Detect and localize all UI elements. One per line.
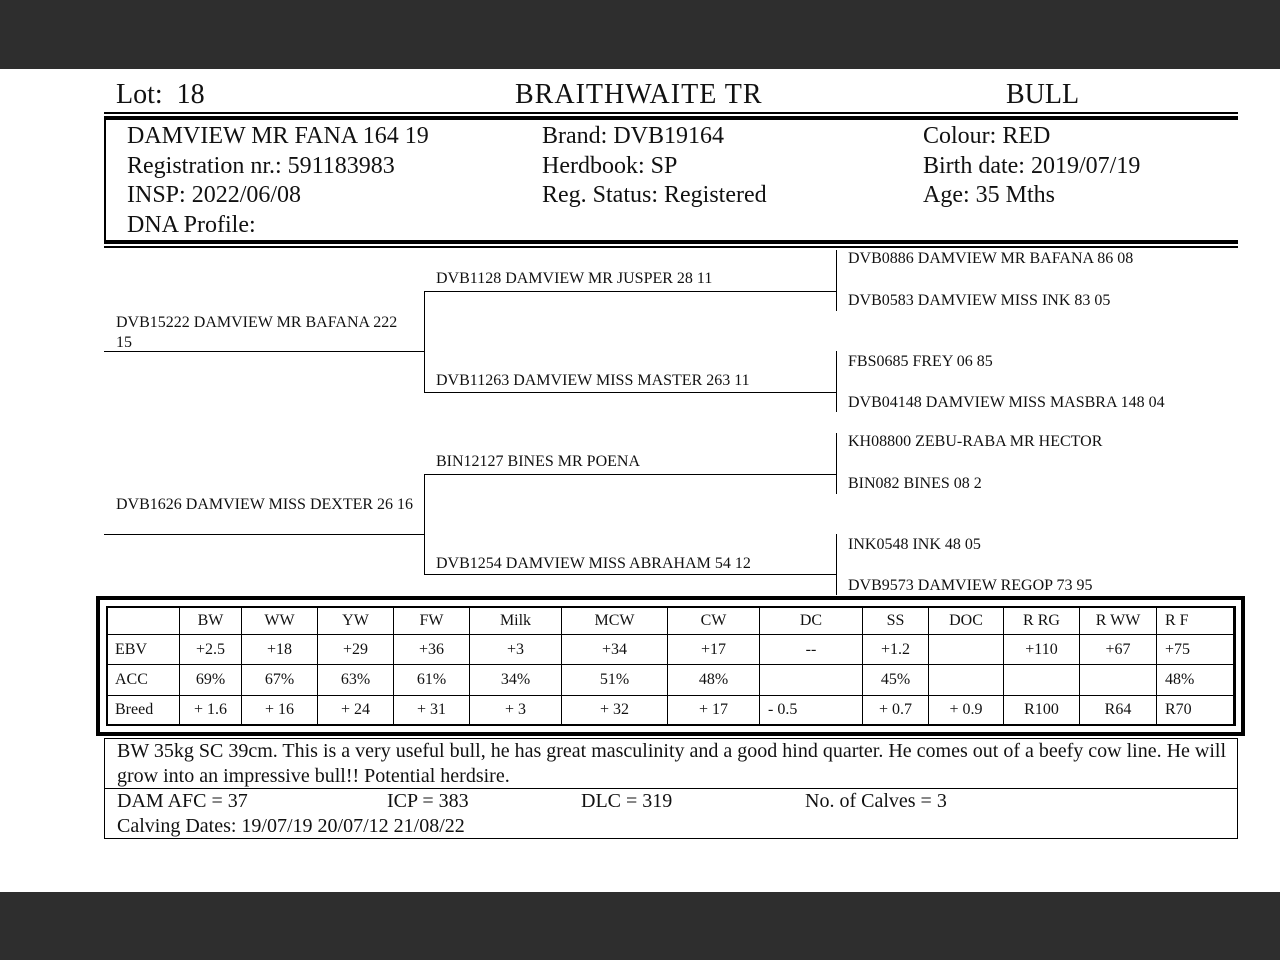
- sire-line: [104, 351, 424, 352]
- ebv-header-cell: R RG: [1004, 607, 1080, 635]
- birth-date: Birth date: 2019/07/19: [923, 152, 1141, 179]
- breed-cell: + 32: [562, 695, 668, 725]
- dna-profile: DNA Profile:: [127, 211, 256, 238]
- ebv-header-cell: WW: [242, 607, 318, 635]
- sd-bracket: [836, 351, 837, 412]
- ebv-header-cell: DC: [760, 607, 863, 635]
- breed-cell: R100: [1004, 695, 1080, 725]
- breed-cell: + 3: [470, 695, 562, 725]
- pedigree-sire-sire: DVB1128 DAMVIEW MR JUSPER 28 11: [436, 270, 713, 287]
- dam-dlc: DLC = 319: [581, 790, 673, 812]
- acc-cell: 48%: [668, 665, 760, 695]
- acc-cell: 63%: [318, 665, 394, 695]
- dam-no-of-calves: No. of Calves = 3: [805, 790, 947, 812]
- info-column-3: [923, 122, 1140, 211]
- ebv-header-cell: CW: [668, 607, 760, 635]
- pedigree-dam: DVB1626 DAMVIEW MISS DEXTER 26 16: [116, 496, 414, 513]
- animal-name: DAMVIEW MR FANA 164 19: [127, 123, 429, 149]
- pedigree-ds-sire: KH08800 ZEBU-RABA MR HECTOR: [848, 433, 1103, 450]
- dam-calving-dates: Calving Dates: 19/07/19 20/07/12 21/08/22: [117, 815, 465, 837]
- info-left-border: [104, 120, 106, 241]
- pedigree-dam-dam: DVB1254 DAMVIEW MISS ABRAHAM 54 12: [436, 555, 751, 572]
- dam-icp: ICP = 383: [387, 790, 469, 812]
- ebv-frame-inner: [106, 606, 1235, 726]
- breed-cell: R64: [1080, 695, 1157, 725]
- animal-category: BULL: [1006, 79, 1080, 110]
- breed-cell: + 31: [394, 695, 470, 725]
- ebv-cell: +36: [394, 635, 470, 665]
- pedigree-dd-sire: INK0548 INK 48 05: [848, 536, 981, 553]
- ebv-cell: +17: [668, 635, 760, 665]
- sire-bracket: [424, 291, 425, 393]
- header-rule-thick: [104, 116, 1238, 120]
- lot-catalogue-page: [0, 69, 1280, 892]
- ebv-cell: +110: [1004, 635, 1080, 665]
- inspection-date: INSP: 2022/06/08: [127, 182, 302, 208]
- breed-cell: + 1.6: [180, 695, 242, 725]
- brand: Brand: DVB19164: [542, 123, 724, 149]
- acc-cell: 48%: [1157, 665, 1236, 695]
- info-rule-thin: [104, 246, 1238, 248]
- lot-number: 18: [176, 79, 205, 110]
- ebv-header-cell: FW: [394, 607, 470, 635]
- info-column-2: [542, 122, 767, 211]
- ebv-cell: +18: [242, 635, 318, 665]
- ebv-header-cell: YW: [318, 607, 394, 635]
- ebv-header-cell: SS: [863, 607, 929, 635]
- ebv-cell: +3: [470, 635, 562, 665]
- pedigree-sire-dam: DVB11263 DAMVIEW MISS MASTER 263 11: [436, 372, 750, 389]
- dam-info-box: [104, 789, 1238, 839]
- breed-cell: + 24: [318, 695, 394, 725]
- ebv-header-cell: R F: [1157, 607, 1236, 635]
- ds-bracket: [836, 433, 837, 494]
- breed-cell: + 17: [668, 695, 760, 725]
- acc-cell: 69%: [180, 665, 242, 695]
- age: Age: 35 Mths: [923, 182, 1055, 208]
- ebv-row-label: EBV: [107, 635, 180, 665]
- registration-number: Registration nr.: 591183983: [127, 152, 395, 179]
- acc-row-label: ACC: [107, 665, 180, 695]
- breed-cell: + 16: [242, 695, 318, 725]
- dam-bracket: [424, 474, 425, 574]
- pedigree-dd-dam: DVB9573 DAMVIEW REGOP 73 95: [848, 577, 1093, 594]
- colour: Colour: RED: [923, 123, 1051, 149]
- ebv-cell: +75: [1157, 635, 1236, 665]
- seller-name: BRAITHWAITE TR: [515, 79, 763, 110]
- info-rule-thick: [104, 240, 1238, 244]
- dam-dam-line: [424, 574, 837, 575]
- header-rule-thin: [104, 112, 1238, 114]
- breed-row-label: Breed: [107, 695, 180, 725]
- pedigree-sd-sire: FBS0685 FREY 06 85: [848, 353, 993, 370]
- pedigree-ss-sire: DVB0886 DAMVIEW MR BAFANA 86 08: [848, 250, 1134, 267]
- dd-bracket: [836, 534, 837, 595]
- breed-cell: + 0.9: [929, 695, 1004, 725]
- ebv-cell: +29: [318, 635, 394, 665]
- herdbook: Herdbook: SP: [542, 152, 678, 179]
- sire-sire-line: [424, 291, 837, 292]
- pedigree-dam-sire: BIN12127 BINES MR POENA: [436, 453, 641, 470]
- ebv-header-cell: R WW: [1080, 607, 1157, 635]
- ebv-cell: +2.5: [180, 635, 242, 665]
- ebv-cell: +34: [562, 635, 668, 665]
- pedigree-sd-dam: DVB04148 DAMVIEW MISS MASBRA 148 04: [848, 394, 1165, 411]
- registration-status: Reg. Status: Registered: [542, 182, 767, 208]
- sire-dam-line: [424, 392, 837, 393]
- acc-cell: 51%: [562, 665, 668, 695]
- pedigree-sire: DVB15222 DAMVIEW MR BAFANA 222 15: [116, 314, 398, 351]
- ebv-cell: --: [760, 635, 863, 665]
- ebv-cell: +67: [1080, 635, 1157, 665]
- acc-cell: 61%: [394, 665, 470, 695]
- acc-cell: 67%: [242, 665, 318, 695]
- lot-label: Lot: 18: [116, 79, 205, 110]
- ebv-header-cell: BW: [180, 607, 242, 635]
- dam-afc: DAM AFC = 37: [117, 790, 248, 812]
- dam-sire-line: [424, 474, 837, 475]
- info-column-1: [127, 122, 429, 240]
- dam-line: [104, 534, 424, 535]
- acc-cell: 45%: [863, 665, 929, 695]
- ebv-cell: +1.2: [863, 635, 929, 665]
- pedigree-ds-dam: BIN082 BINES 08 2: [848, 475, 982, 492]
- lot-comments: BW 35kg SC 39cm. This is a very useful bull, he has great masculinity and a good hind quarter. He comes out of a beefy cow line. He will grow into an impressive bull!! Potential herdsire.: [104, 738, 1238, 789]
- breed-cell: - 0.5: [760, 695, 863, 725]
- breed-cell: + 0.7: [863, 695, 929, 725]
- ebv-header-cell: Milk: [470, 607, 562, 635]
- ebv-header-cell: MCW: [562, 607, 668, 635]
- ebv-header-cell: DOC: [929, 607, 1004, 635]
- breed-cell: R70: [1157, 695, 1236, 725]
- pedigree-ss-dam: DVB0583 DAMVIEW MISS INK 83 05: [848, 292, 1111, 309]
- ss-bracket: [836, 250, 837, 311]
- acc-cell: 34%: [470, 665, 562, 695]
